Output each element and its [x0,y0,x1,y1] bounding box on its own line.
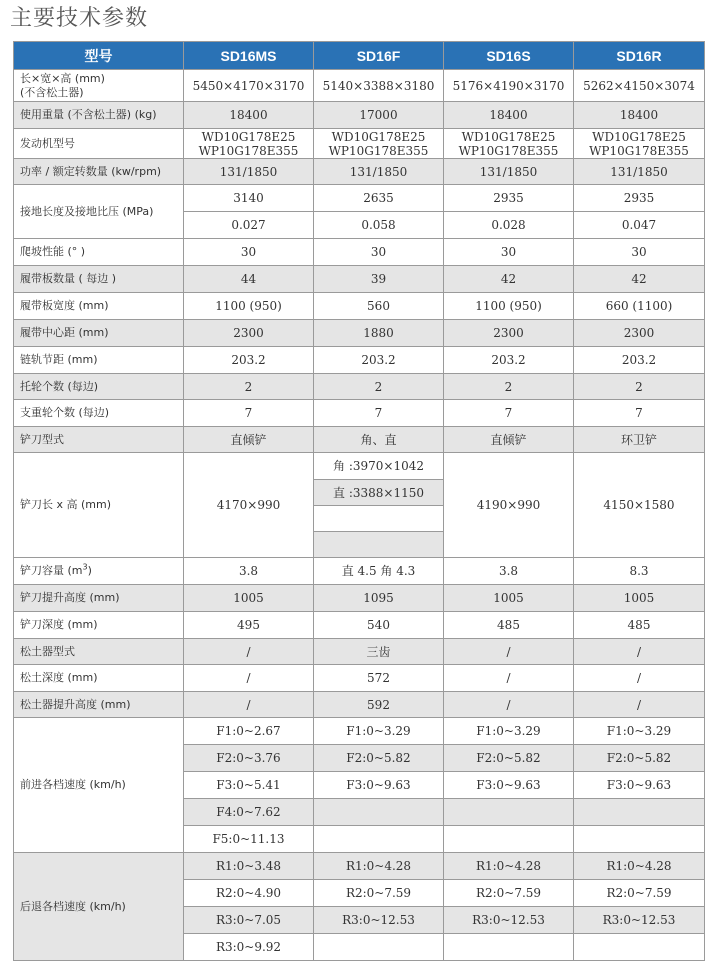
table-row [14,665,705,692]
cell-line: WP10G178E355 [328,143,429,158]
table-row [14,293,705,320]
header-cell-sd16s: SD16S [444,42,574,70]
row-label: 后退各档速度 (km/h) [14,853,184,961]
table-row [14,266,705,293]
table-row [14,400,705,427]
table-cell [574,826,705,853]
table-cell: 环卫铲 [574,427,705,453]
table-cell: R3:0~12.53 [314,907,444,934]
table-cell: 5176×4190×3170 [444,70,574,102]
table-cell: 18400 [184,102,314,129]
table-cell: 131/1850 [314,159,444,185]
table-cell: F3:0~9.63 [314,772,444,799]
header-cell-sd16r: SD16R [574,42,705,70]
table-cell: F1:0~3.29 [444,718,574,745]
table-cell: 角 :3970×1042 [314,453,444,480]
table-cell: 42 [444,266,574,293]
table-row [14,612,705,639]
row-label: 前进各档速度 (km/h) [14,718,184,853]
table-cell: 203.2 [184,347,314,374]
table-cell: R2:0~7.59 [314,880,444,907]
table-row [14,129,705,159]
table-cell: / [444,639,574,665]
row-label: 履带板数量 ( 每边 ) [14,266,184,293]
row-label: 链轨节距 (mm) [14,347,184,374]
table-cell: 660 (1100) [574,293,705,320]
table-cell: R1:0~4.28 [444,853,574,880]
table-cell: 592 [314,692,444,718]
table-cell: 572 [314,665,444,692]
table-cell: 131/1850 [574,159,705,185]
table-cell [444,826,574,853]
table-cell: 3140 [184,185,314,212]
row-label [14,70,184,102]
table-cell: / [574,639,705,665]
table-cell: 0.058 [314,212,444,239]
table-cell: 2300 [574,320,705,347]
row-label-line: (不含松土器) [20,85,84,99]
cell-line: WD10G178E25 [201,129,296,144]
row-label: 铲刀深度 (mm) [14,612,184,639]
table-row [14,102,705,129]
table-cell: 4190×990 [444,453,574,558]
table-cell: / [574,665,705,692]
table-row [14,185,705,212]
table-row [14,347,705,374]
table-cell: F1:0~2.67 [184,718,314,745]
table-cell: 17000 [314,102,444,129]
header-cell-sd16f: SD16F [314,42,444,70]
table-row [14,639,705,665]
table-cell: 485 [574,612,705,639]
row-label: 松土深度 (mm) [14,665,184,692]
table-cell [444,129,574,159]
table-cell [574,934,705,961]
table-row [14,427,705,453]
table-cell: 三齿 [314,639,444,665]
table-cell [314,799,444,826]
table-cell [574,129,705,159]
cell-line: WD10G178E25 [461,129,556,144]
table-row [14,692,705,718]
table-cell [444,934,574,961]
table-cell: 直 4.5 角 4.3 [314,558,444,585]
table-cell: 1880 [314,320,444,347]
table-cell: F1:0~3.29 [574,718,705,745]
table-cell: R3:0~12.53 [574,907,705,934]
table-cell: 3.8 [444,558,574,585]
table-cell: 8.3 [574,558,705,585]
table-cell: R1:0~4.28 [574,853,705,880]
table-cell: 2 [574,374,705,400]
table-cell: R2:0~4.90 [184,880,314,907]
row-label-text: ) [87,564,92,577]
table-row [14,159,705,185]
table-cell: F4:0~7.62 [184,799,314,826]
table-cell: 560 [314,293,444,320]
table-cell: / [444,692,574,718]
row-label-line: 长×宽×高 (mm) [20,71,105,85]
table-cell: 1100 (950) [444,293,574,320]
table-cell: R1:0~4.28 [314,853,444,880]
row-label-text: 铲刀容量 (m [20,564,83,577]
cell-line: WP10G178E355 [458,143,559,158]
table-cell: 5262×4150×3074 [574,70,705,102]
header-row [14,42,705,70]
table-cell: F2:0~3.76 [184,745,314,772]
row-label: 使用重量 (不含松土器) (kg) [14,102,184,129]
table-cell: 131/1850 [184,159,314,185]
table-cell: 5450×4170×3170 [184,70,314,102]
table-cell: F2:0~5.82 [314,745,444,772]
page-title: 主要技术参数 [10,6,149,31]
table-cell: F1:0~3.29 [314,718,444,745]
table-cell: 203.2 [314,347,444,374]
table-cell: 495 [184,612,314,639]
table-cell: 2300 [444,320,574,347]
cell-line: WD10G178E25 [592,129,686,144]
row-label [14,558,184,585]
table-cell: 0.028 [444,212,574,239]
table-row [14,718,705,745]
row-label: 接地长度及接地比压 (MPa) [14,185,184,239]
row-label: 履带中心距 (mm) [14,320,184,347]
row-label-sup: 3 [82,562,88,572]
table-cell: 直倾铲 [184,427,314,453]
table-cell: R3:0~7.05 [184,907,314,934]
row-label: 功率 / 额定转数量 (kw/rpm) [14,159,184,185]
table-cell: 203.2 [444,347,574,374]
table-cell: R2:0~7.59 [574,880,705,907]
table-cell [314,532,444,558]
table-cell: F3:0~9.63 [444,772,574,799]
table-cell [314,506,444,532]
table-cell: 30 [314,239,444,266]
table-cell: 1100 (950) [184,293,314,320]
spec-table [13,41,705,961]
table-cell: 131/1850 [444,159,574,185]
table-row [14,558,705,585]
table-cell [444,799,574,826]
table-cell [184,129,314,159]
table-cell: F3:0~5.41 [184,772,314,799]
table-cell: 1095 [314,585,444,612]
row-label: 爬坡性能 (° ) [14,239,184,266]
table-cell [314,826,444,853]
row-label: 松土器提升高度 (mm) [14,692,184,718]
header-cell-model: 型号 [14,42,184,70]
table-cell: 42 [574,266,705,293]
table-cell: 3.8 [184,558,314,585]
table-cell: 30 [444,239,574,266]
table-cell: 30 [574,239,705,266]
table-row [14,585,705,612]
cell-line: WP10G178E355 [198,143,299,158]
table-cell: 1005 [574,585,705,612]
table-cell [314,129,444,159]
table-cell [574,799,705,826]
spec-table-wrapper [13,41,704,961]
table-cell: 485 [444,612,574,639]
table-cell: 2300 [184,320,314,347]
cell-line: WD10G178E25 [331,129,426,144]
header-cell-sd16ms: SD16MS [184,42,314,70]
table-cell: 1005 [444,585,574,612]
row-label: 铲刀提升高度 (mm) [14,585,184,612]
table-cell: R1:0~3.48 [184,853,314,880]
table-cell: 2 [444,374,574,400]
table-row [14,70,705,102]
table-cell: R3:0~12.53 [444,907,574,934]
cell-line: WP10G178E355 [589,143,689,158]
row-label: 托轮个数 (每边) [14,374,184,400]
table-cell: 4170×990 [184,453,314,558]
row-label: 支重轮个数 (每边) [14,400,184,427]
table-cell: 7 [184,400,314,427]
table-cell: 2935 [444,185,574,212]
table-row [14,453,705,480]
table-row [14,853,705,880]
table-cell: 直 :3388×1150 [314,480,444,506]
table-cell: 2935 [574,185,705,212]
table-cell: 1005 [184,585,314,612]
row-label: 松土器型式 [14,639,184,665]
table-cell: 7 [314,400,444,427]
row-label: 履带板宽度 (mm) [14,293,184,320]
table-cell: 角、直 [314,427,444,453]
table-cell: 203.2 [574,347,705,374]
table-cell: / [444,665,574,692]
table-cell: 44 [184,266,314,293]
table-cell: / [184,639,314,665]
row-label: 发动机型号 [14,129,184,159]
table-cell: 39 [314,266,444,293]
table-cell: 7 [444,400,574,427]
table-cell: F5:0~11.13 [184,826,314,853]
table-cell: R2:0~7.59 [444,880,574,907]
table-cell: 4150×1580 [574,453,705,558]
row-label: 铲刀型式 [14,427,184,453]
table-cell: 2 [184,374,314,400]
table-cell: 0.047 [574,212,705,239]
table-cell [314,934,444,961]
table-cell: / [574,692,705,718]
table-cell: 7 [574,400,705,427]
table-cell: 540 [314,612,444,639]
table-cell: 2 [314,374,444,400]
table-cell: / [184,692,314,718]
table-cell: 直倾铲 [444,427,574,453]
row-label: 铲刀长 x 高 (mm) [14,453,184,558]
table-row [14,239,705,266]
table-cell: R3:0~9.92 [184,934,314,961]
table-cell: F2:0~5.82 [444,745,574,772]
table-cell: 0.027 [184,212,314,239]
table-row [14,320,705,347]
table-row [14,374,705,400]
table-cell: / [184,665,314,692]
table-cell: 18400 [444,102,574,129]
table-cell: 30 [184,239,314,266]
table-cell: F3:0~9.63 [574,772,705,799]
table-cell: F2:0~5.82 [574,745,705,772]
table-cell: 2635 [314,185,444,212]
table-cell: 18400 [574,102,705,129]
table-cell: 5140×3388×3180 [314,70,444,102]
